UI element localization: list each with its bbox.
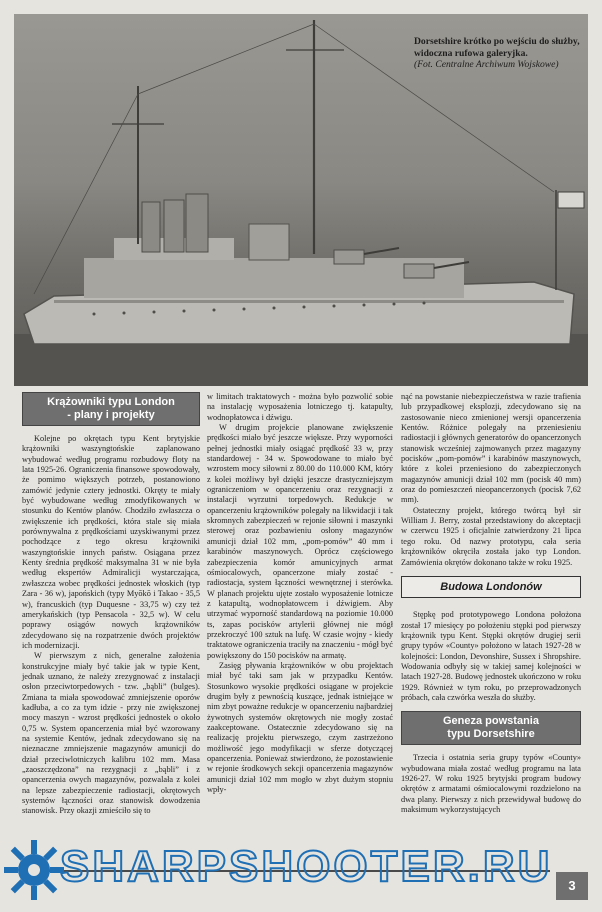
- paragraph: Kolejne po okrętach typu Kent brytyjskie krążowniki waszyngtońskie zaplanowano wybudować według programu rozbudowy floty na lata 1925-26. Ograniczenia finansowe spowodowały, że pomimo większych potrzeb, postanowiono zamówić jedynie cztery jednostki. Okręty te miały być wybudowane według zmodyfikowanych w stosunku do Kentów planów. Chodziło zwłaszcza o zwiększenie ich prędkości, która stale się miała porównywalna z prędkościami uzyskiwanymi przez pochodzące z tego okresu krążowniki waszyngtońskie innych państw. Osiągana przez Kenty średnia prędkość maksymalna 31 w nie była według ekspertów Admiralicji wystarczająca, zwłaszcza wobec prędkości jednostek włoskich (typ Zara - 36 w), japońskich (typy Myōkō i Takao - 35,5 w), francuskich (typ Duquesne - 33,75 w) czy też amerykańskich (typ Pensacola - 32,5 w). W celu poprawy osiągów nowych krążowników zdecydowano się na rozpatrzenie dwóch projektów ich modernizacji.: [22, 434, 200, 650]
- warship-photo: [14, 14, 588, 386]
- caption-text: Dorsetshire krótko po wejściu do służby, widoczna rufowa galeryjka.: [414, 36, 580, 59]
- section-heading-genesis: [401, 711, 581, 745]
- paragraph: W drugim projekcie planowane zwiększenie prędkości miało być jeszcze większe. Przy wyporności pełnej jednostki miały osiągać prędkość 33 w, przy standardowej - 34 w. Spowodowane to miało być wzrostem mocy siłowni z 80.00 do 110.000 KM, który z kolei możliwy był dzięki jeszcze drastyczniejszym ograniczeniom w opancerzeniu oraz rezygnacji z instalacji wyrzutni torpedowych. Redukcje w opancerzeniu krążowników polegały na likwidacji i tak skromnych zabezpieczeń w rejonie siłowni i maszynki sterowej oraz pozbawieniu osłony magazynów amunicji dział 102 mm, „pom-pomów” 40 mm i karabinów maszynowych. Oprócz częściowego zabezpieczenia komór amunicyjnych armat ośmiocalowych, opancerzone miały zostać - radiostacja, system łączności wewnętrznej i sterówka. W planach projektu ujęte zostało wyposażenie lotnicze z katapultą, wodnopłatowcem i dźwigiem. Aby utrzymać wyporność standardową na poziomie 10.000 ts, zapas pocisków artylerii głównej nie mógł przekroczyć 100 sztuk na lufę. W czasie wojny - kiedy traktatowe ograniczenia traciły na znaczeniu - mógł być powiększony do 150 pocisków na armatę.: [207, 423, 393, 660]
- column-2: [207, 392, 393, 795]
- section-heading-plans: [22, 392, 200, 426]
- paragraph: Stępkę pod prototypowego Londona położona został 17 miesięcy po położeniu stępki pod pierwszy krążownik typu Kent. Stępki okrętów drugiej serii grupy typów «County» położono w latach 1927-28 w kolejności: London, Devonshire, Sussex i Shropshire. Wodowania odbyły się w takiej samej kolejności w latach 1927-28. Budowę jednostek ukończono w roku 1929. Również w tym roku, po przeprowadzonych próbach, cała czwórka weszła do służby.: [401, 610, 581, 702]
- heading-line-1: Krążowniki typu London: [47, 396, 175, 408]
- gear-icon: [2, 838, 66, 902]
- paragraph: Ostateczny projekt, którego twórcą był sir William J. Berry, został przedstawiony do akceptacji w czerwcu 1925 i oficjalnie zatwierdzony 21 lipca tego roku. Od nazwy prototypu, cała seria krążowników okręciła została jako typ London. Zamówienia okrętów dokonano także w roku 1925.: [401, 505, 581, 567]
- photo-caption: [414, 36, 588, 71]
- column-1: [22, 392, 200, 817]
- column-3: [401, 392, 581, 815]
- paragraph: Zasięg pływania krążowników w obu projektach miał być taki sam jak w przypadku Kentów. Stosunkowo wysokie prędkości osiągane w projekcie drugim były z pewnością kuszące, jednak istniejące w nim zbyt poważne redukcje w opancerzeniu najbardziej żywotnych systemów okrętowych nie mogły zostać zaakceptowane. Ostatecznie zdecydowano się na realizację projektu pierwszego, czym zastrzeżono możliwość jego modyfikacji w sferze dotyczącej opancerzenia. Ponieważ stwierdzono, że pozostawienie w rejonie środkowych sekcji opancerzenia magazynów amunicji dział 102 mm mogło w zbyt dużym stopniu wpły-: [207, 660, 393, 795]
- page-number: 3: [556, 872, 588, 900]
- heading-line-1: Geneza powstania: [443, 715, 539, 728]
- paragraph: Trzecia i ostatnia seria grupy typów «County» wybudowana miała zostać według programu na lata 1926-27. W roku 1925 brytyjski program budowy okrętów z armatami ośmiocalowymi rozdzielono na dwa plany. Pierwszy z nich przewidywał budowę do maksimum wykorzystujących: [401, 753, 581, 814]
- heading-line-2: - plany i projekty: [67, 409, 155, 421]
- paragraph: nąć na powstanie niebezpieczeństwa w razie trafienia lub przypadkowej eksplozji, zdecydowano się na zastosowanie nieco zmienionej wersji opancerzenia Kentów. Różnice polegały na przeniesieniu radiostacji i głównych generatorów do opancerzonych stanowisk wcześniej zajmowanych przez magazyny pocisków „pom-pomów” i karabinów maszynowych, które z kolei przeniesiono do zabezpieczonych magazynów amunicji dział 102 mm (pocisk 40 mm) oraz do pomieszczeń nieopancerzonych (pocisk 7,62 mm).: [401, 392, 581, 505]
- caption-credit: (Fot. Centralne Archiwum Wojskowe): [414, 59, 559, 70]
- watermark-text: SHARPSHOOTER.RU: [60, 842, 553, 891]
- paragraph: w limitach traktatowych - można było pozwolić sobie na instalację wyposażenia lotniczego tj. katapulty, wodnopłatowca i dźwigu.: [207, 392, 393, 422]
- section-heading-construction: Budowa Londonów: [401, 576, 581, 598]
- paragraph: W pierwszym z nich, generalne założenia konstrukcyjne miały być takie jak w typie Kent, jednak uznano, że należy zrezygnować z instalacji osłon przeciwtorpedowych - tzw. „bąbli” (bulges). Zmiana ta miała spowodować zmniejszenie oporów kadłuba, a co za tym idzie - przy nie zwiększonej mocy maszyn - wzrost prędkości jednostek o około 0,75 w. System opancerzenia miał być wzorowany na systemie Kentów, jednak zdecydowano się na nieznaczne zmniejszenie magazynów amunicji do dział przeciwlotniczych kalibru 102 mm. Masa „zaoszczędzona” na rezygnacji z „bąbli” i z opancerzenia owych magazynów, pozwalała z kolei na lepsze zabezpieczenie radiostacji, okrętowych systemów łączności oraz stanowisk dowodzenia stanowisk. Przy okazji zmieściło się to: [22, 651, 200, 816]
- heading-line-2: typu Dorsetshire: [447, 728, 535, 741]
